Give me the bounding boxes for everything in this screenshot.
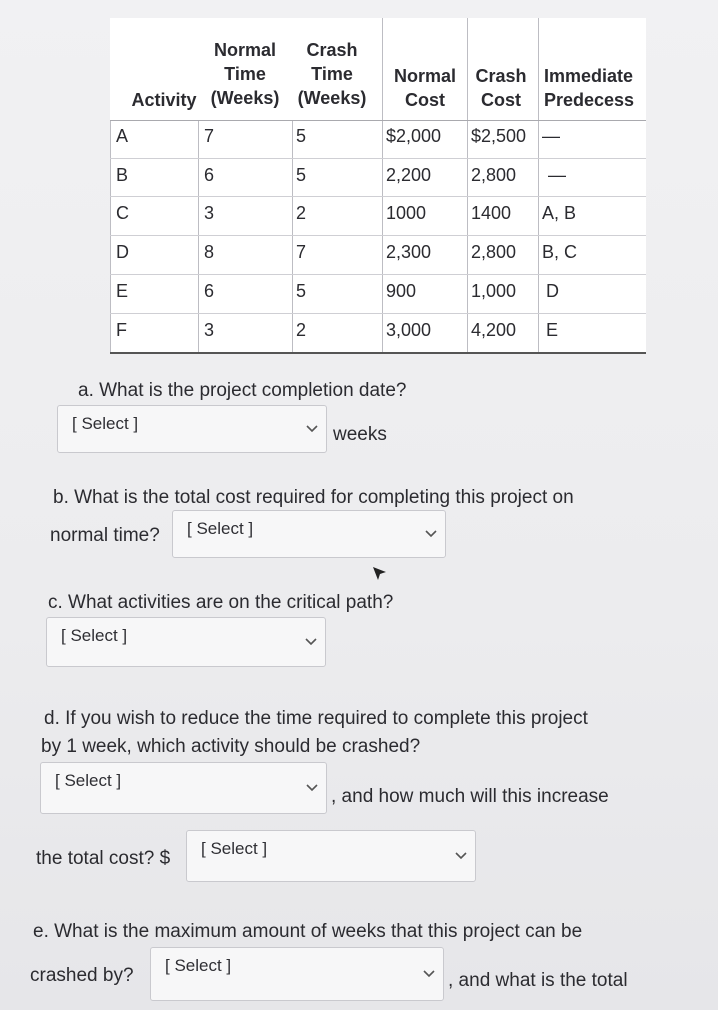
cell-activity: D	[116, 242, 129, 262]
chevron-down-icon	[425, 525, 437, 543]
cell-normal-time: 3	[204, 203, 215, 223]
cell-normal-time: 8	[204, 242, 215, 262]
cell-crash-time: 5	[296, 281, 307, 301]
header-predecessors: Immediate Predecess	[544, 66, 635, 110]
chevron-down-icon	[306, 779, 318, 797]
cell-crash-cost: 2,800	[471, 165, 517, 185]
cell-normal-time: 6	[204, 165, 215, 185]
column-divider	[382, 18, 383, 352]
header-activity: Activity	[131, 90, 197, 110]
cell-crash-time: 7	[296, 242, 307, 262]
question-e-text-line1: e. What is the maximum amount of weeks that this project can be	[33, 921, 583, 942]
cell-normal-time: 6	[204, 281, 215, 301]
cell-crash-cost: 1400	[471, 203, 512, 223]
cell-normal-time: 7	[204, 126, 215, 146]
question-e-select-value: [ Select ]	[165, 956, 232, 975]
cell-predecessors: A, B	[542, 203, 577, 223]
cell-normal-cost: 2,200	[386, 165, 432, 185]
question-b-text-line1: b. What is the total cost required for completing this project on	[53, 487, 574, 508]
question-b-select-value: [ Select ]	[187, 519, 254, 538]
cell-predecessors: B, C	[542, 242, 578, 262]
activity-table	[110, 18, 646, 354]
chevron-down-icon	[306, 420, 318, 438]
row-divider	[110, 120, 646, 121]
cell-predecessors: —	[542, 126, 560, 146]
question-d-text-line3: the total cost? $	[36, 848, 171, 869]
column-divider	[538, 18, 539, 352]
chevron-down-icon	[305, 633, 317, 651]
cell-normal-cost: 1000	[386, 203, 427, 223]
header-normal-time: Normal Time (Weeks)	[210, 40, 280, 108]
question-a-select[interactable]	[57, 405, 327, 453]
question-b-text-line2: normal time?	[50, 525, 160, 546]
mouse-cursor-icon	[372, 566, 388, 587]
column-divider	[467, 18, 468, 352]
question-e-select[interactable]	[150, 947, 444, 1001]
question-d-cost-select[interactable]	[186, 830, 476, 882]
question-e-suffix: , and what is the total	[448, 970, 628, 991]
row-divider	[110, 235, 646, 236]
header-crash-cost: Crash Cost	[475, 66, 527, 110]
row-divider	[110, 313, 646, 314]
row-divider	[110, 196, 646, 197]
question-d-activity-select-value: [ Select ]	[55, 771, 122, 790]
cell-crash-time: 5	[296, 126, 307, 146]
question-c-select-value: [ Select ]	[61, 626, 128, 645]
question-d-activity-select[interactable]	[40, 762, 327, 814]
cell-normal-cost: 900	[386, 281, 417, 301]
row-divider	[110, 274, 646, 275]
question-b-select[interactable]	[172, 510, 446, 558]
table-bottom-rule	[110, 352, 646, 354]
chevron-down-icon	[423, 965, 435, 983]
question-a-text: a. What is the project completion date?	[78, 380, 407, 401]
question-d-suffix: , and how much will this increase	[331, 786, 609, 807]
cell-normal-cost: 2,300	[386, 242, 432, 262]
column-divider	[110, 120, 111, 352]
cell-crash-cost: 2,800	[471, 242, 517, 262]
column-divider	[198, 120, 199, 352]
question-c-text: c. What activities are on the critical path?	[48, 592, 394, 613]
cell-activity: B	[116, 165, 129, 185]
question-d-text-line2: by 1 week, which activity should be crashed?	[41, 736, 421, 757]
cell-crash-time: 2	[296, 320, 307, 340]
cell-crash-time: 2	[296, 203, 307, 223]
question-d-text-line1: d. If you wish to reduce the time required to complete this project	[44, 708, 588, 729]
cell-normal-time: 3	[204, 320, 215, 340]
question-a-suffix: weeks	[333, 424, 387, 445]
question-c-select[interactable]	[46, 617, 326, 667]
cell-predecessors: D	[546, 281, 559, 301]
cell-activity: C	[116, 203, 129, 223]
cell-activity: A	[116, 126, 129, 146]
cell-crash-time: 5	[296, 165, 307, 185]
header-crash-time: Crash Time (Weeks)	[297, 40, 367, 108]
cell-predecessors: —	[548, 165, 566, 185]
cell-predecessors: E	[546, 320, 559, 340]
question-d-cost-select-value: [ Select ]	[201, 839, 268, 858]
header-normal-cost: Normal Cost	[393, 66, 456, 110]
cell-normal-cost: 3,000	[386, 320, 432, 340]
cell-activity: F	[116, 320, 127, 340]
cell-normal-cost: $2,000	[386, 126, 442, 146]
question-a-select-value: [ Select ]	[72, 414, 139, 433]
question-e-text-line2: crashed by?	[30, 965, 134, 986]
chevron-down-icon	[455, 847, 467, 865]
cell-crash-cost: 4,200	[471, 320, 517, 340]
cell-activity: E	[116, 281, 129, 301]
column-divider	[292, 120, 293, 352]
cell-crash-cost: 1,000	[471, 281, 517, 301]
cell-crash-cost: $2,500	[471, 126, 527, 146]
row-divider	[110, 158, 646, 159]
